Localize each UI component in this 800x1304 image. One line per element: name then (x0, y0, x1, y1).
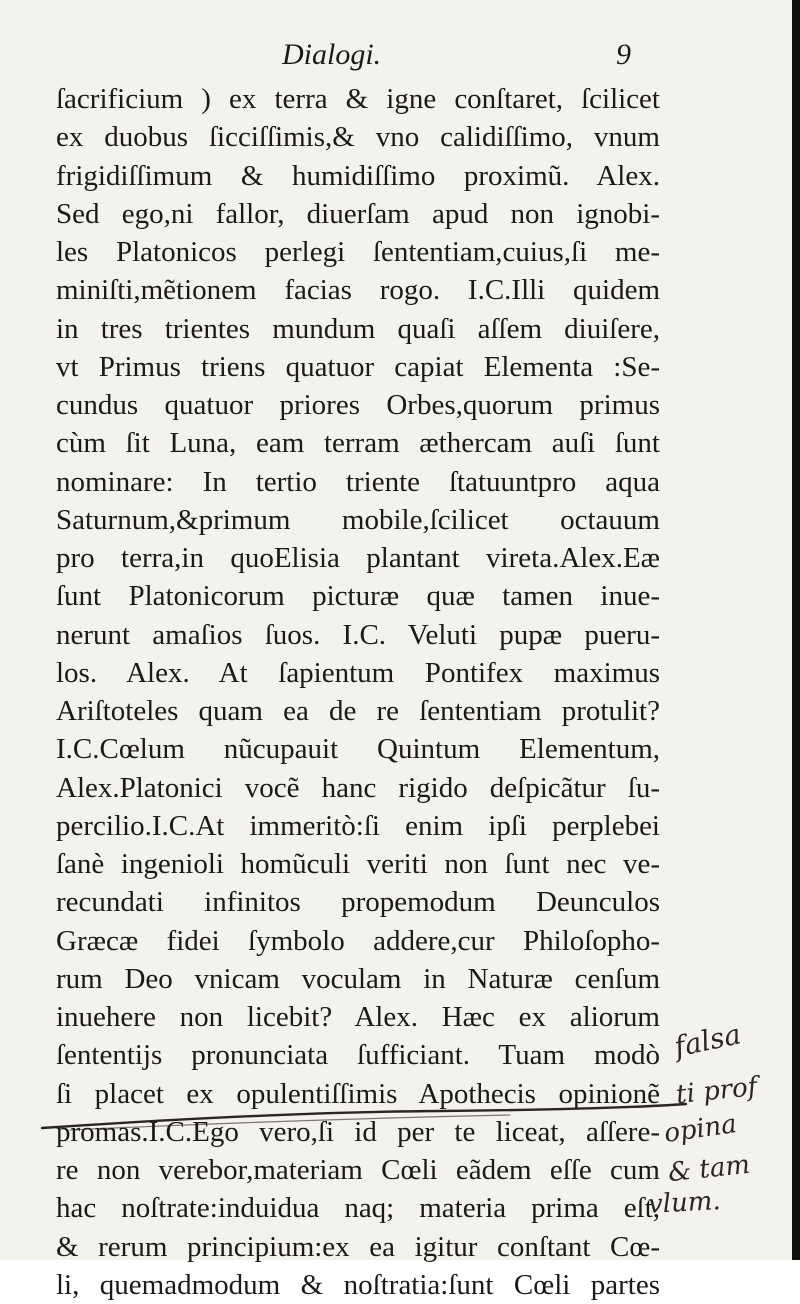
text-line: rum Deo vnicam voculam in Naturæ cenſum (56, 962, 660, 995)
text-line: Alex.Platonici vocẽ hanc rigido deſpicãtur ſu- (56, 771, 660, 804)
text-line: ſacrificium ) ex terra & igne conſtaret, ſcilicet (56, 83, 660, 115)
marginal-note-line: vlum. (647, 1186, 722, 1220)
text-line: Sed ego,ni fallor, diuerſam apud non ignobi- (56, 197, 660, 230)
running-title: Dialogi. (282, 38, 382, 71)
text-line: re non verebor,materiam Cœli eãdem eſſe cum (56, 1154, 660, 1186)
text-line: frigidiſſimum & humidiſſimo proximũ. Alex. (56, 159, 660, 192)
text-line: li, quemadmodum & noſtratia:ſunt Cœli partes (56, 1268, 660, 1301)
text-line: miniſti,mẽtionem facias rogo. I.C.Illi quidem (56, 274, 660, 307)
marginal-note-line: falsa (671, 1017, 744, 1064)
text-line: percilio.I.C.At immeritò:ſi enim ipſi perplebei (56, 809, 660, 842)
text-line: ſanè ingenioli homũculi veriti non ſunt nec ve- (56, 848, 660, 880)
text-line: nominare: In tertio triente ſtatuuntpro aqua (56, 465, 660, 498)
text-line: vt Primus triens quatuor capiat Elementa :Se- (56, 350, 660, 383)
text-line: cundus quatuor priores Orbes,quorum primus (56, 389, 660, 421)
text-line: inuehere non licebit? Alex. Hæc ex aliorum (56, 1001, 660, 1033)
marginal-note-line: opina (662, 1109, 739, 1149)
text-line: nerunt amaſios ſuos. I.C. Veluti pupæ pueru- (56, 618, 660, 651)
text-line: recundati infinitos propemodum Deunculos (56, 886, 660, 919)
text-line: I.C.Cœlum nũcupauit Quintum Elementum, (56, 733, 660, 766)
text-line: ſunt Platonicorum picturæ quæ tamen inue- (56, 580, 660, 613)
text-line: Græcæ fidei ſymbolo addere,cur Philoſopho- (56, 924, 660, 957)
text-line: Ariſtoteles quam ea de re ſententiam protulit? (56, 695, 660, 727)
text-line: in tres trientes mundum quaſi aſſem diuiſere, (56, 312, 660, 345)
handwritten-marginal-note (634, 1010, 794, 1230)
text-line: pro terra,in quoElisia plantant vireta.Alex.Eæ (56, 542, 660, 574)
text-line: ſententijs pronunciata ſufficiant. Tuam modò (56, 1039, 660, 1072)
text-line: hac noſtrate:induidua naq; materia prima eſt, (56, 1192, 660, 1225)
text-line: promas.I.C.Ego vero,ſi id per te liceat, aſſere- (56, 1115, 660, 1148)
page-number: 9 (616, 38, 631, 71)
marginal-note-line: ti prof (674, 1071, 759, 1111)
text-line: les Platonicos perlegi ſententiam,cuius,ſi me- (56, 236, 660, 268)
page-header (0, 36, 800, 76)
text-line: ex duobus ſicciſſimis,& vno calidiſſimo, vnum (56, 121, 660, 154)
marginal-note-line: & tam (666, 1149, 752, 1189)
text-line: cùm ſit Luna, eam terram æthercam auſi ſunt (56, 427, 660, 460)
text-line: los. Alex. At ſapientum Pontifex maximus (56, 656, 660, 689)
text-line: ſi placet ex opulentiſſimis Apothecis opinionẽ (56, 1077, 660, 1110)
text-line: Saturnum,&primum mobile,ſcilicet octauum (56, 503, 660, 536)
handwritten-strikethrough (40, 1102, 690, 1132)
text-line: & rerum principium:ex ea igitur conſtant Cœ- (56, 1230, 660, 1263)
